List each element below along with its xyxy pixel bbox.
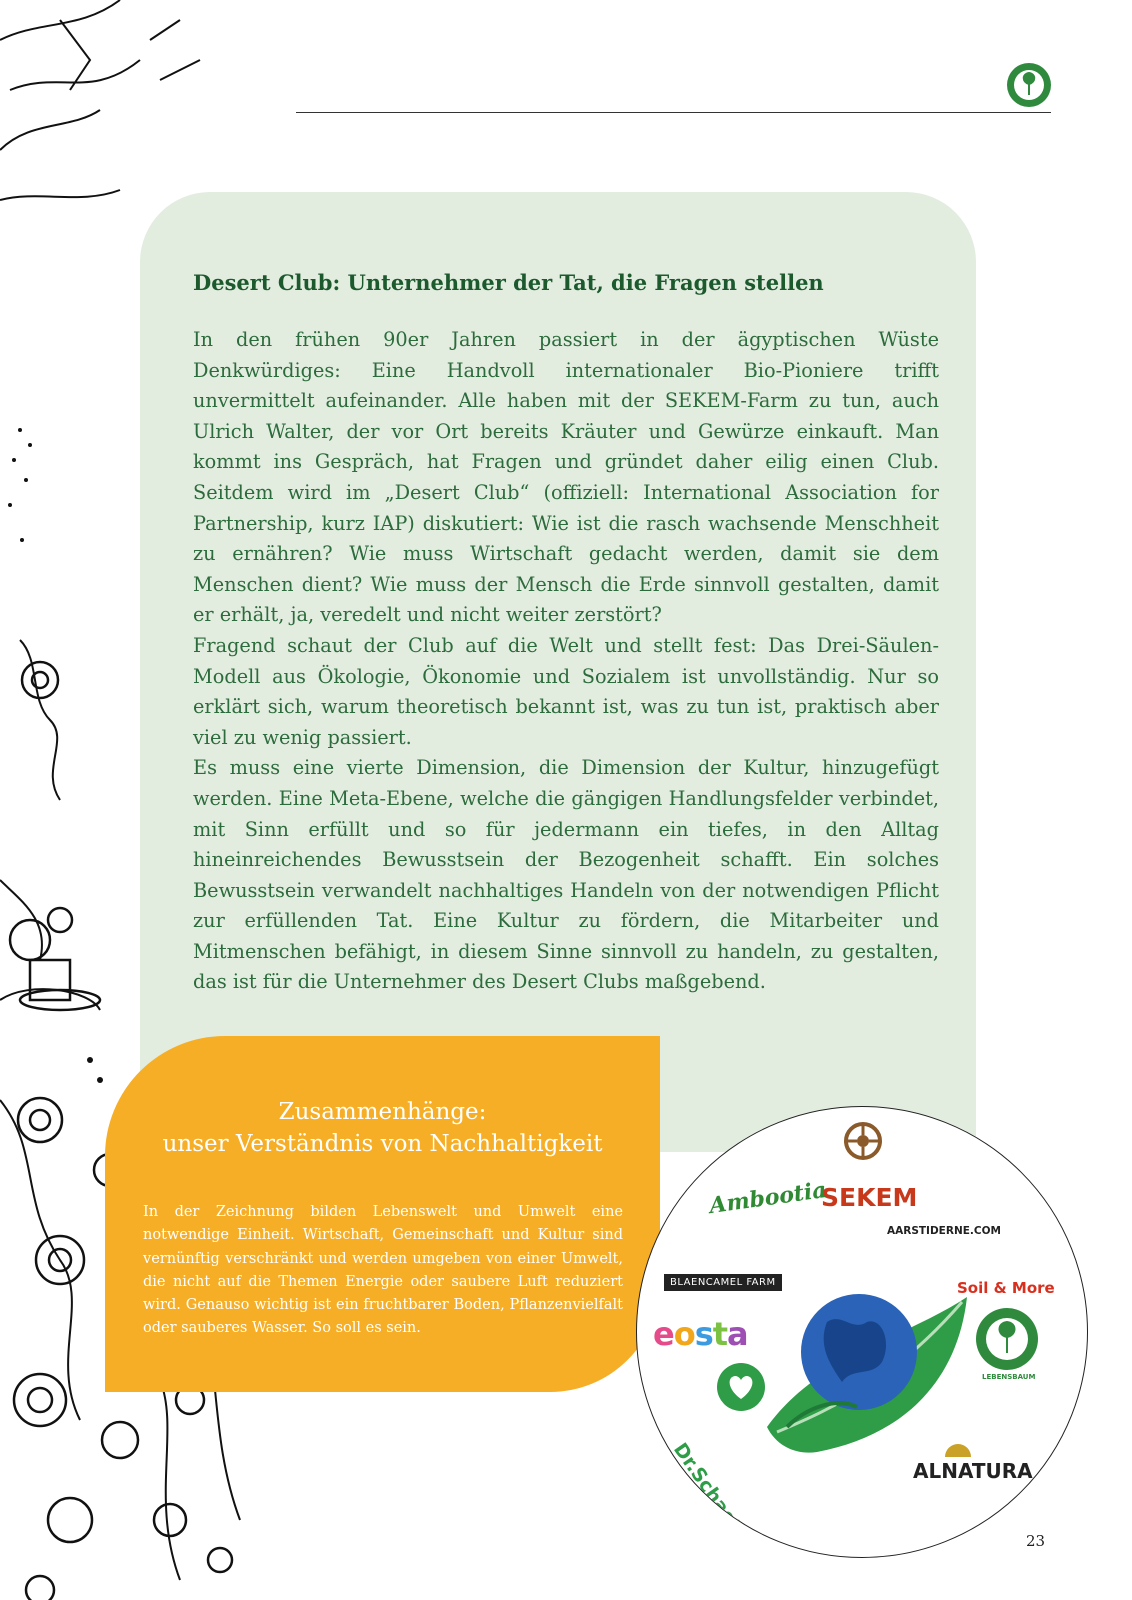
- eosta-letter: a: [727, 1315, 748, 1353]
- logo-sekem: SEKEM: [821, 1183, 918, 1212]
- article: [193, 270, 939, 998]
- eosta-letter: t: [712, 1315, 728, 1353]
- logo-lebensbaum-label: LEBENSBAUM: [982, 1373, 1036, 1381]
- partner-logos-circle: [636, 1106, 1088, 1558]
- sekem-sun-icon: [843, 1121, 883, 1161]
- alnatura-sun-icon: [943, 1439, 973, 1459]
- logo-alnatura: ALNATURA: [913, 1459, 1033, 1483]
- callout-title: [105, 1096, 660, 1160]
- logo-eosta: [653, 1315, 748, 1353]
- eosta-letter: e: [653, 1315, 674, 1353]
- schaette-heart-icon: [715, 1361, 767, 1413]
- header-rule: [296, 112, 1051, 113]
- callout-title-line2: unser Verständnis von Nachhaltigkeit: [162, 1131, 603, 1157]
- callout-body: In der Zeichnung bilden Lebenswelt und Umwelt eine notwendige Einheit. Wirtschaft, Gemeinschaft und Kultur sind vernünftig verschränkt und werden umgeben von einer Umwelt, die nicht auf die Themen Energie oder saubere Luft reduziert wird. Genauso wichtig ist ein fruchtbarer Boden, Pflanzenvielfalt oder sauberes Wasser. So soll es sein.: [143, 1204, 623, 1337]
- callout-box: [105, 1036, 660, 1392]
- callout-title-line1: Zusammenhänge:: [278, 1099, 487, 1125]
- lebensbaum-logo-icon: [975, 1307, 1039, 1371]
- lebensbaum-header-logo-icon: [1006, 62, 1052, 108]
- article-heading: Desert Club: Unternehmer der Tat, die Fragen stellen: [193, 270, 824, 295]
- page-number: 23: [1026, 1532, 1046, 1550]
- logo-dr-schaette: Dr.Schaette: [668, 1439, 759, 1554]
- logo-aarstiderne: AARSTIDERNE.COM: [887, 1225, 1001, 1237]
- logo-ambootia: Ambootia: [707, 1176, 829, 1220]
- eosta-letter: s: [694, 1315, 713, 1353]
- eosta-letter: o: [673, 1315, 695, 1353]
- article-body: In den frühen 90er Jahren passiert in der ägyptischen Wüste Denkwürdiges: Eine Handvoll internationaler Bio-Pioniere trifft unvermittelt aufeinander. Alle haben mit der SEKEM-Farm zu tun, auch Ulrich Walter, der vor Ort bereits Kräuter und Gewürze einkauft. Man kommt ins Gespräch, hat Fragen und gründet daher eilig einen Club. Seitdem wird im „Desert Club“ (offiziell: International Association for Partnership, kurz IAP) diskutiert: Wie ist die rasch wachsende Menschheit zu ernähren? Wie muss Wirtschaft gedacht werden, damit sie dem Menschen dient? Wie muss der Mensch die Erde sinnvoll gestalten, damit er erhält, ja, veredelt und nicht weiter zerstört? Fragend schaut der Club auf die Welt und stellt fest: Das Drei-Säulen-Modell aus Ökologie, Ökonomie und Sozialem ist unvollständig. Nur so erklärt sich, warum theoretisch bekannt ist, was zu tun ist, praktisch aber viel zu wenig passiert. Es muss eine vierte Dimension, die Dimension der Kultur, hinzugefügt werden. Eine Meta-Ebene, welche die gängigen Handlungsfelder verbindet, mit Sinn erfüllt und so für jedermann ein tiefes, in den Alltag hineinreichendes Bewusstsein der Bezogenheit schafft. Ein solches Bewusstsein verwandelt nachhaltiges Handeln von der notwendigen Pflicht zur erfüllenden Tat. Eine Kultur zu fördern, die Mitarbeiter und Mitmenschen befähigt, in diesem Sinne sinnvoll zu handeln, zu gestalten, das ist für die Unternehmer des Desert Clubs maßgebend.: [193, 328, 939, 994]
- logo-soil-more: Soil & More: [957, 1279, 1055, 1297]
- logo-blaencamel: BLAENCAMEL FARM: [664, 1274, 782, 1291]
